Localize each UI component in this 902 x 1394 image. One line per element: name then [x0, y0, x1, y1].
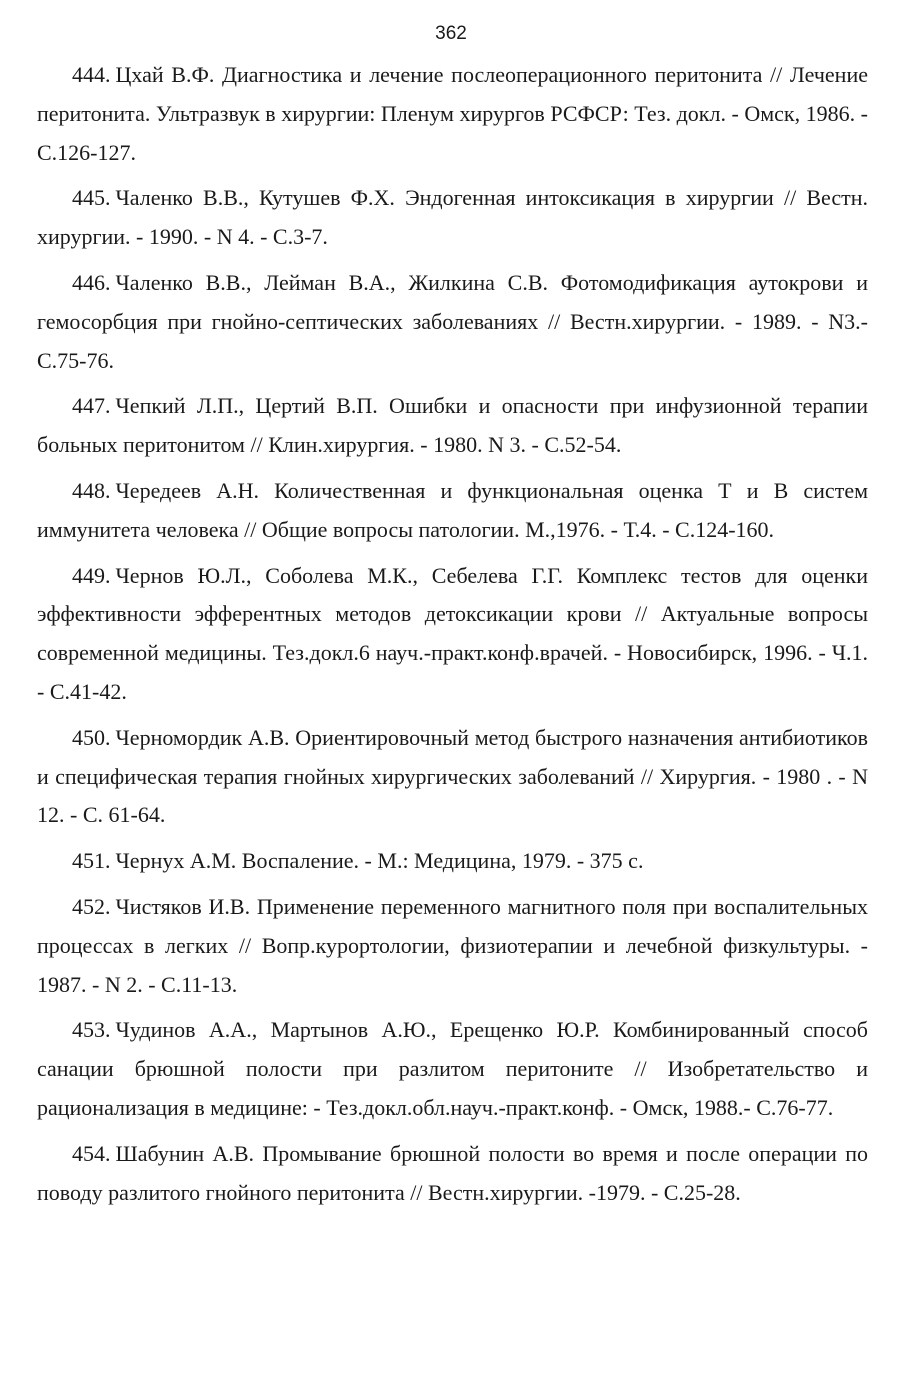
reference-item	[37, 387, 868, 465]
reference-number: 453.	[72, 1017, 111, 1043]
reference-number: 447.	[72, 393, 111, 419]
reference-item	[37, 557, 868, 712]
reference-text: Чудинов А.А., Мартынов А.Ю., Ерещенко Ю.Р. Комбинированный способ санации брюшной полости при разлитом перитоните // Изобретательство и рационализация в медицине: - Тез.докл.обл.науч.-практ.конф. - Омск, 1988.- С.76-77.	[37, 1017, 868, 1120]
reference-number: 446.	[72, 269, 111, 295]
reference-number: 449.	[72, 562, 111, 588]
reference-text: Черномордик А.В. Ориентировочный метод быстрого назначения антибиотиков и специфическая терапия гнойных хирургических заболеваний // Хирургия. - 1980 . - N 12. - С. 61-64.	[37, 724, 868, 828]
reference-item	[37, 719, 868, 835]
reference-number: 448.	[72, 477, 111, 503]
reference-item	[37, 1011, 868, 1127]
reference-list	[37, 56, 868, 1219]
reference-number: 450.	[72, 724, 111, 750]
reference-item	[37, 842, 868, 881]
reference-item	[37, 179, 868, 257]
reference-text: Чаленко В.В., Лейман В.А., Жилкина С.В. Фотомодификация аутокрови и гемосорбция при гнойно-септических заболеваниях // Вестн.хирургии. - 1989. - N3.- С.75-76.	[37, 269, 868, 373]
reference-text: Чередеев А.Н. Количественная и функциональная оценка Т и В систем иммунитета человека // Общие вопросы патологии. М.,1976. - Т.4. - С.124-160.	[37, 477, 868, 542]
reference-number: 454.	[72, 1140, 111, 1166]
reference-text: Шабунин А.В. Промывание брюшной полости во время и после операции по поводу разлитого гнойного перитонита // Вестн.хирургии. -1979. - С.25-28.	[37, 1140, 868, 1205]
reference-text: Чернух А.М. Воспаление. - М.: Медицина, 1979. - 375 с.	[115, 848, 644, 874]
reference-text: Чернов Ю.Л., Соболева М.К., Себелева Г.Г. Комплекс тестов для оценки эффективности эфферентных методов детоксикации крови // Актуальные вопросы современной медицины. Тез.докл.6 науч.-практ.конф.врачей. - Новосибирск, 1996. - Ч.1. - С.41-42.	[37, 562, 868, 704]
reference-item	[37, 264, 868, 380]
reference-item	[37, 472, 868, 550]
reference-text: Цхай В.Ф. Диагностика и лечение послеоперационного перитонита // Лечение перитонита. Ультразвук в хирургии: Пленум хирургов РСФСР: Тез. докл. - Омск, 1986. - С.126-127.	[37, 62, 868, 165]
reference-number: 444.	[72, 62, 111, 87]
reference-number: 452.	[72, 893, 111, 919]
reference-text: Чепкий Л.П., Цертий В.П. Ошибки и опасности при инфузионной терапии больных перитонитом // Клин.хирургия. - 1980. N 3. - С.52-54.	[37, 393, 868, 458]
reference-item	[37, 56, 868, 172]
page-number: 362	[435, 23, 467, 44]
reference-number: 451.	[72, 848, 111, 874]
reference-number: 445.	[72, 185, 111, 211]
reference-text: Чаленко В.В., Кутушев Ф.Х. Эндогенная интоксикация в хирургии // Вестн. хирургии. - 1990. - N 4. - С.3-7.	[37, 185, 868, 250]
reference-item	[37, 1135, 868, 1213]
reference-item	[37, 888, 868, 1004]
reference-text: Чистяков И.В. Применение переменного магнитного поля при воспалительных процессах в легких // Вопр.курортологии, физиотерапии и лечебной физкультуры. - 1987. - N 2. - С.11-13.	[37, 893, 868, 997]
